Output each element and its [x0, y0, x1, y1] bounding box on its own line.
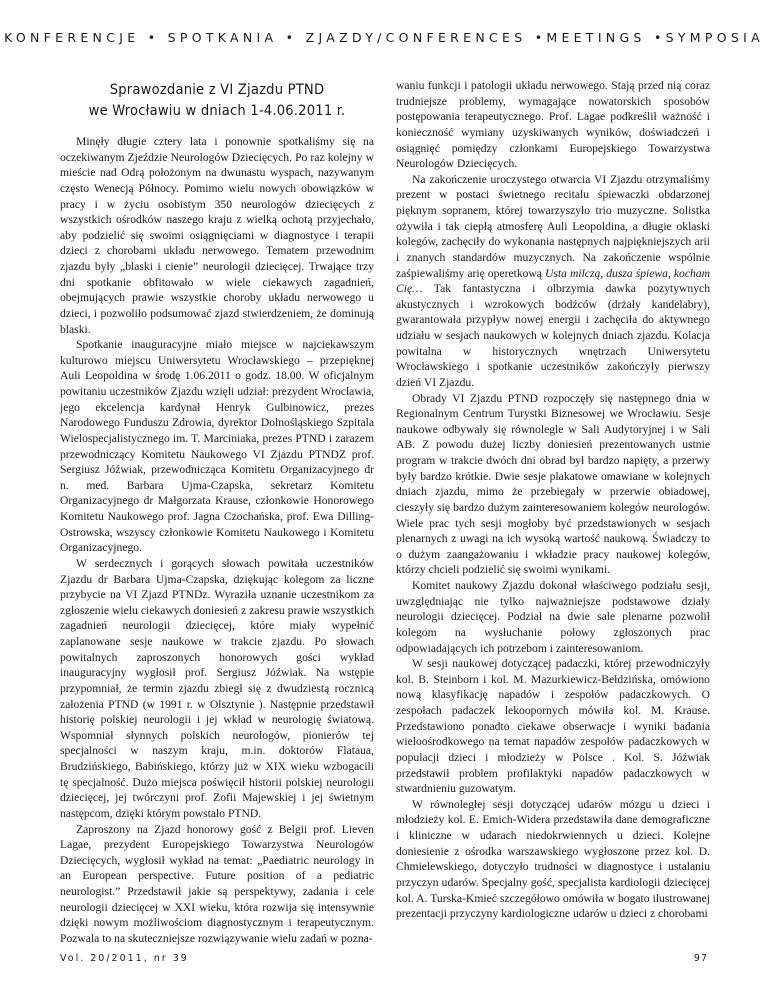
paragraph: W równoległej sesji dotyczącej udarów mózgu u dzieci i młodzieży kol. E. Emich-Widera przedstawiła dane demograficzne i kliniczne w udarach niedokrwiennych u dzieci. Kolejne doniesienie z ośrodka warszawskiego wygłoszone przez kol. D. Chmielewskiego, dotyczyło trudności w diagnostyce i ustalaniu przyczyn udarów. Specjalny gość, specjalista kardiologii dziecięcej kol. A. Turska-Kmieć szczegółowo omówiła w bogato ilustrowanej prezentacji przyczyny kardiologiczne udarów u dzieci z chorobami	[396, 797, 710, 921]
article-body	[60, 78, 710, 945]
left-column	[60, 78, 374, 945]
paragraph-text: Tak fantastyczna i olbrzymia dawka pozytywnych akustycznych i wzrokowych bodźców (drżały kandelabry), gwarantowała przypływ nowej energii i zachęciła do aktywnego udziału w sesjach naukowych w kolejnych dniach zjazdu. Kolacja powitalna w historycznych wnętrzach Uniwersytetu Wrocławskiego i spotkanie uczestników zakończyły pierwszy dzień VI Zjazdu.	[396, 282, 710, 389]
paragraph: Minęły długie cztery lata i ponownie spotkaliśmy się na oczekiwanym Zjeździe Neurologów Dziecięcych. Po raz kolejny w mieście nad Odrą położonym na dwunastu wyspach, nazywanym często Wenecją Północy. Pomimo wielu nowych obowiązków w pracy i w życiu osobistym 350 neurologów dziecięcych z wszystkich ośrodków naszego kraju z wielką ochotą przyjechało, aby podzielić się swoimi osiągnięciami w diagnostyce i terapii dzieci z chorobami układu nerwowego. Tematem przewodnim zjazdu były „blaski i cienie” neurologii dziecięcej. Trwające trzy dni spotkanie obfitowało w wiele ciekawych zagadnień, obejmujących prawie wszystkie choroby układu nerwowego u dzieci, i pozwoliło podsumować zjazd stwierdzeniem, że dominują blaski.	[60, 135, 374, 336]
paragraph: W sesji naukowej dotyczącej padaczki, której przewodniczyły kol. B. Steinborn i kol. M. Mazurkiewicz-Bełdzińska, omówiono nową klasyfikację napadów i zespołów padaczkowych. O zespołach padaczek lekoopornych mówiła kol. M. Krause. Przedstawiono ponadto ciekawe obserwacje i wyniki badania wieloośrodkowego na temat napadów zespołów padaczkowych w populacji dzieci i młodzieży w Polsce . Kol. S. Jóźwiak przedstawił problem profilaktyki napadów padaczkowych w stwardnieniu guzowatym.	[396, 657, 710, 796]
title-line-1: Sprawozdanie z VI Zjazdu PTND	[109, 81, 325, 98]
paragraph: Zaproszony na Zjazd honorowy gość z Belgii prof. Lieven Lagae, prezydent Europejskiego Towarzystwa Neurologów Dziecięcych, wygłosił wykład na temat: „Paediatric neurology in an European perspective. Future position of a pediatric neurologist.” Przedstawił jakie są perspektywy, zadania i cele neurologii dziecięcej w XXI wieku, która rozwija się intensywnie dzięki nowym możliwościom diagnostycznym i terapeutycznym. Pozwala to na skuteczniejsze rozwiązywanie wielu zadań w pozna-	[60, 822, 374, 945]
volume-info: Vol. 20/2011, nr 39	[60, 953, 189, 964]
article-title	[60, 79, 374, 121]
paragraph-text: Na zakończenie uroczystego otwarcia VI Zjazdu otrzymaliśmy prezent w postaci świetnego recitalu śpiewaczki obdarzonej pięknym sopranem, której towarzyszyło trio muzyczne. Solistka ożywiła i tak ciepłą atmosferę Auli Leopoldina, a długie oklaski kolegów, zachęciły do wykonania następnych najpiękniejszych arii i znanych standardów muzycznych. Na zakończenie wspólnie zaśpiewaliśmy arię operetkową	[396, 172, 710, 280]
right-column	[396, 78, 710, 938]
paragraph: W serdecznych i gorących słowach powitała uczestników Zjazdu dr Barbara Ujma-Czapska, dziękując kolegom za liczne przybycie na VI Zjazd PTNDz. Wyraziła uznanie uczestnikom za zgłoszenie wielu ciekawych doniesień z zakresu prawie wszystkich zagadnień neurologii dziecięcej, które miały wypełnić zaplanowane sesje naukowe w trakcie zjazdu. Po słowach powitalnych zaproszonych honorowych gości wykład inauguracyjny wygłosił prof. Sergiusz Jóźwiak. Na wstępie przypomniał, że termin zjazdu zbiegł się z dwudziestą rocznicą założenia PTND (w 1991 r. w Olsztynie ). Następnie przedstawił historię polskiej neurologii i jej wkład w neurologię światową. Wspomniał słynnych polskich neurologów, pionierów tej specjalności w naszym kraju, m.in. doktorów Flataua, Brudzińskiego, Babińskiego, którzy już w XIX wieku wzbogacili tę specjalność. Dużo miejsca poświęcił historii polskiej neurologii dziecięcej, jej twórczyni prof. Zofii Majewskiej i jej świetnym następcom, dzięki którym powstało PTND.	[60, 556, 374, 820]
paragraph	[396, 172, 710, 391]
paragraph: Komitet naukowy Zjazdu dokonał właściwego podziału sesji, uwzględniając nie tylko najważniejsze podstawowe działy neurologii dziecięcej. Podział na dwie sale plenarne pozwolił kolegom na wysłuchanie połowy zgłoszonych prac odpowiadających ich potrzebom i zainteresowaniom.	[396, 579, 710, 655]
section-banner: KONFERENCJE • SPOTKANIA • ZJAZDY/CONFERENCES •MEETINGS •SYMPOSIA	[4, 30, 764, 45]
paragraph: Obrady VI Zjazdu PTND rozpoczęły się następnego dnia w Regionalnym Centrum Turystki Biznesowej we Wrocławiu. Sesje naukowe odbywały się równolegle w Sali Audytoryjnej i w Sali AB. Z powodu dużej liczby doniesień prezentowanych ustnie program w trakcie dwóch dni obrad był bardzo napięty, a przerwy były bardzo krótkie. Dwie sesje plakatowe omawiane w kolejnych dniach zjazdu, mimo że przebiegały w przerwie obiadowej, cieszyły się bardzo dużym zainteresowaniem kolegów neurologów. Wiele prac tych sesji mogłoby być przedstawionych w sesjach plenarnych z uwagi na ich wysoką wartość naukową. Świadczy to o dużym zaangażowaniu i wkładzie pracy naukowej kolegów, którzy chcieli podzielić się swoimi wynikami.	[396, 391, 710, 577]
title-line-2: we Wrocławiu w dniach 1-4.06.2011 r.	[88, 102, 346, 119]
left-paragraphs	[60, 134, 374, 947]
song-title: Usta milczą, dusza śpiewa, kocham Cię…	[396, 266, 710, 296]
paragraph-continued: waniu funkcji i patologii układu nerwowego. Stają przed nią coraz trudniejsze problemy, wymagające nowatorskich sposobów postępowania terapeutycznego. Prof. Lagae podkreślił ważność i konieczność wymiany uzyskiwanych wyników, doświadczeń i osiągnięć pomiędzy członkami Europejskiego Towarzystwa Neurologów Dziecięcych.	[396, 79, 710, 171]
page-number: 97	[693, 953, 708, 964]
paragraph: Spotkanie inauguracyjne miało miejsce w najciekawszym kulturowo miejscu Uniwersytetu Wrocławskiego – przepięknej Auli Leopoldina w środę 1.06.2011 o godz. 18.00. W oficjalnym powitaniu uczestników Zjazdu wzięli udział: prezydent Wrocławia, jego ekcelencja kardynał Henryk Gulbinowicz, prezes Narodowego Funduszu Zdrowia, dyrektor Dolnośląskiego Szpitala Wielospecjalistycznego im. T. Marciniaka, prezes PTND i zarazem przewodniczący Komitetu Naukowego VI Zjazdu PTNDZ prof. Sergiusz Jóźwiak, przewodnicząca Komitetu Organizacyjnego dr n. med. Barbara Ujma-Czapska, sekretarz Komitetu Organizacyjnego dr Małgorzata Krause, członkowie Honorowego Komitetu Naukowego prof. Jagna Czochańska, prof. Ewa Dilling-Ostrowska, wszyscy członkowie Komitetu Naukowego i Komitetu Organizacyjnego.	[60, 338, 374, 555]
right-paragraphs	[396, 78, 710, 922]
